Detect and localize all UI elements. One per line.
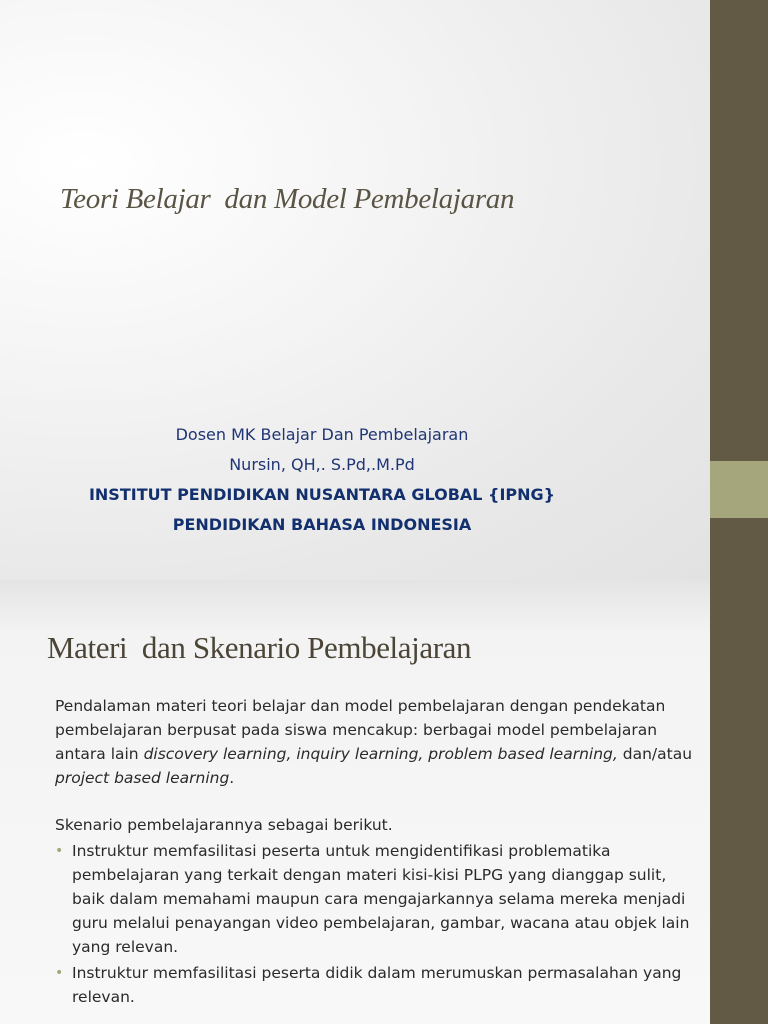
content-slide-heading: Materi dan Skenario Pembelajaran xyxy=(47,630,472,665)
bullet-icon: • xyxy=(55,965,64,981)
scenario-heading: Skenario pembelajarannya sebagai berikut. xyxy=(55,816,393,834)
department-line: PENDIDIKAN BAHASA INDONESIA xyxy=(172,515,472,534)
bullet-icon: • xyxy=(55,843,64,859)
slide-sidebar-accent xyxy=(710,461,768,518)
lecturer-name-line: Nursin, QH,. S.Pd,.M.Pd xyxy=(229,455,415,474)
lecturer-course-line: Dosen MK Belajar Dan Pembelajaran xyxy=(175,425,469,444)
content-slide-body xyxy=(55,694,695,1009)
list-item: • Instruktur memfasilitasi peserta didik dalam merumuskan permasalahan yang relevan. xyxy=(55,961,695,1009)
intro-italic-pbl: project based learning xyxy=(55,769,230,787)
intro-paragraph: Pendalaman materi teori belajar dan model pembelajaran dengan pendekatan pembelajaran berpusat pada siswa mencakup: berbagai model pembelajaran antara lain discovery learning, inquiry learning, problem based learning, dan/atau project based learning. xyxy=(55,697,693,787)
slide-subtitle xyxy=(0,420,644,540)
scenario-list xyxy=(55,839,695,1009)
institution-line: INSTITUT PENDIDIKAN NUSANTARA GLOBAL {IPNG} xyxy=(88,485,556,504)
intro-italic-models: discovery learning, inquiry learning, problem based learning, xyxy=(143,745,618,763)
slide-title-heading: Teori Belajar dan Model Pembelajaran xyxy=(60,183,515,215)
list-item: • Instruktur memfasilitasi peserta untuk mengidentifikasi problematika pembelajaran yang terkait dengan materi kisi-kisi PLPG yang dianggap sulit, baik dalam memahami maupun cara mengajarkannya selama mereka menjadi guru melalui penayangan video pembelajaran, gambar, wacana atau objek lain yang relevan. xyxy=(55,839,695,959)
